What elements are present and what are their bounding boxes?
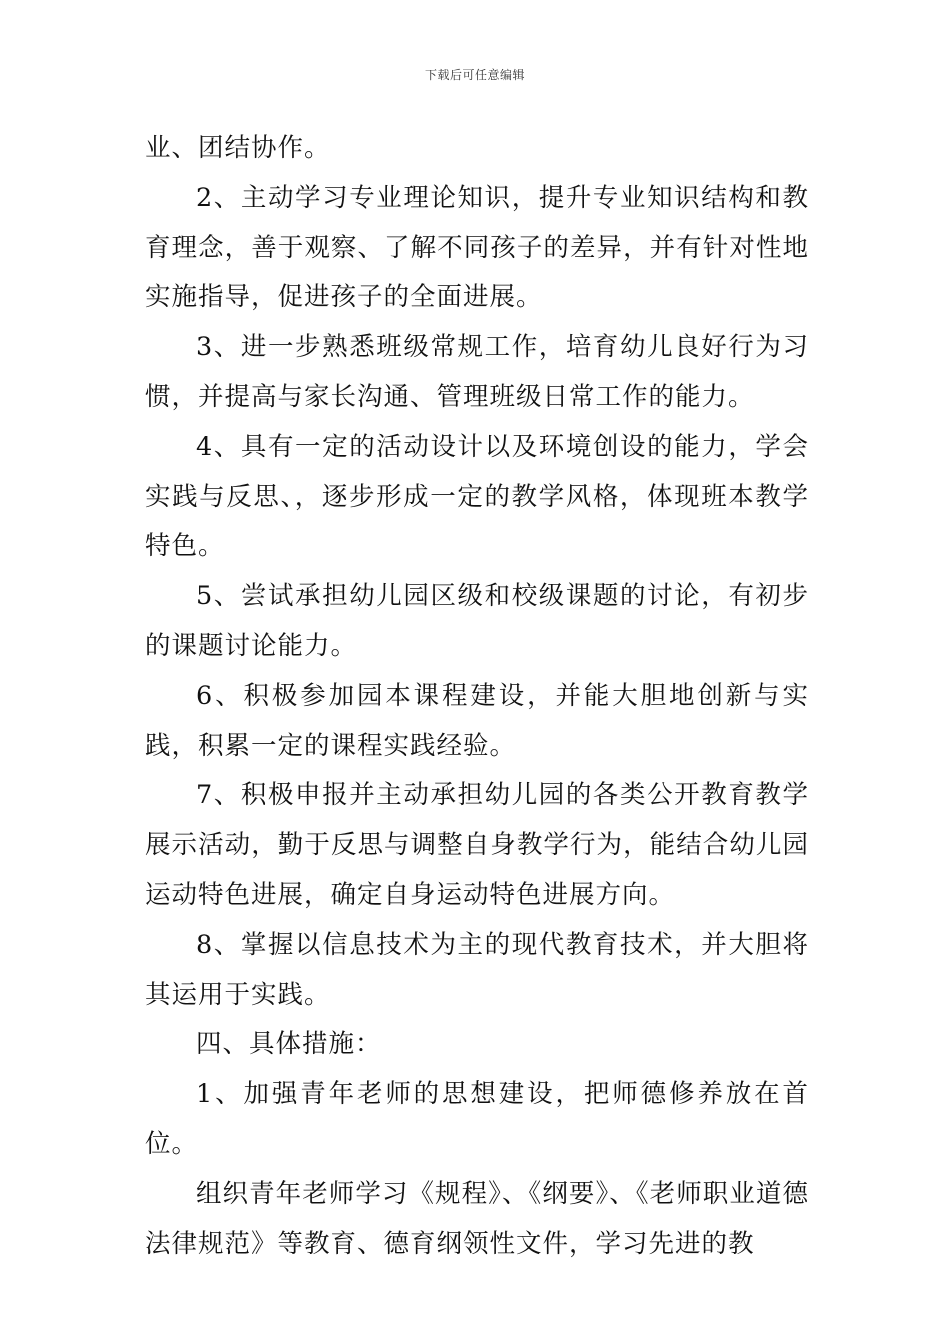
paragraph-8: 8、掌握以信息技术为主的现代教育技术，并大胆将其运用于实践。 [145,929,809,1010]
paragraph-4: 4、具有一定的活动设计以及环境创设的能力，学会实践与反思、，逐步形成一定的教学风格，体现班本教学特色。 [145,431,809,562]
paragraph-9: 1、加强青年老师的思想建设，把师德修养放在首位。 [145,1079,809,1159]
paragraph-1: 业、团结协作。 [145,133,331,163]
paragraph-2: 2、主动学习专业理论知识，提升专业知识结构和教育理念，善于观察、了解不同孩子的差异，并有针对性地实施指导，促进孩子的全面进展。 [145,182,809,313]
paragraph-10: 组织青年老师学习《规程》、《纲要》、《老师职业道德法律规范》等教育、德育纲领性文件，学习先进的教 [145,1178,809,1259]
section-heading: 四、具体措施： [196,1029,382,1060]
document-body [145,124,809,1269]
paragraph-6: 6、积极参加园本课程建设，并能大胆地创新与实践，积累一定的课程实践经验。 [145,680,809,761]
paragraph-7: 7、积极申报并主动承担幼儿园的各类公开教育教学展示活动，勤于反思与调整自身教学行为，能结合幼儿园运动特色进展，确定自身运动特色进展方向。 [145,780,809,910]
page-header: 下载后可任意编辑 [424,68,525,82]
paragraph-5: 5、尝试承担幼儿园区级和校级课题的讨论，有初步的课题讨论能力。 [145,581,809,661]
paragraph-3: 3、进一步熟悉班级常规工作，培育幼儿良好行为习惯，并提高与家长沟通、管理班级日常工作的能力。 [145,332,809,412]
